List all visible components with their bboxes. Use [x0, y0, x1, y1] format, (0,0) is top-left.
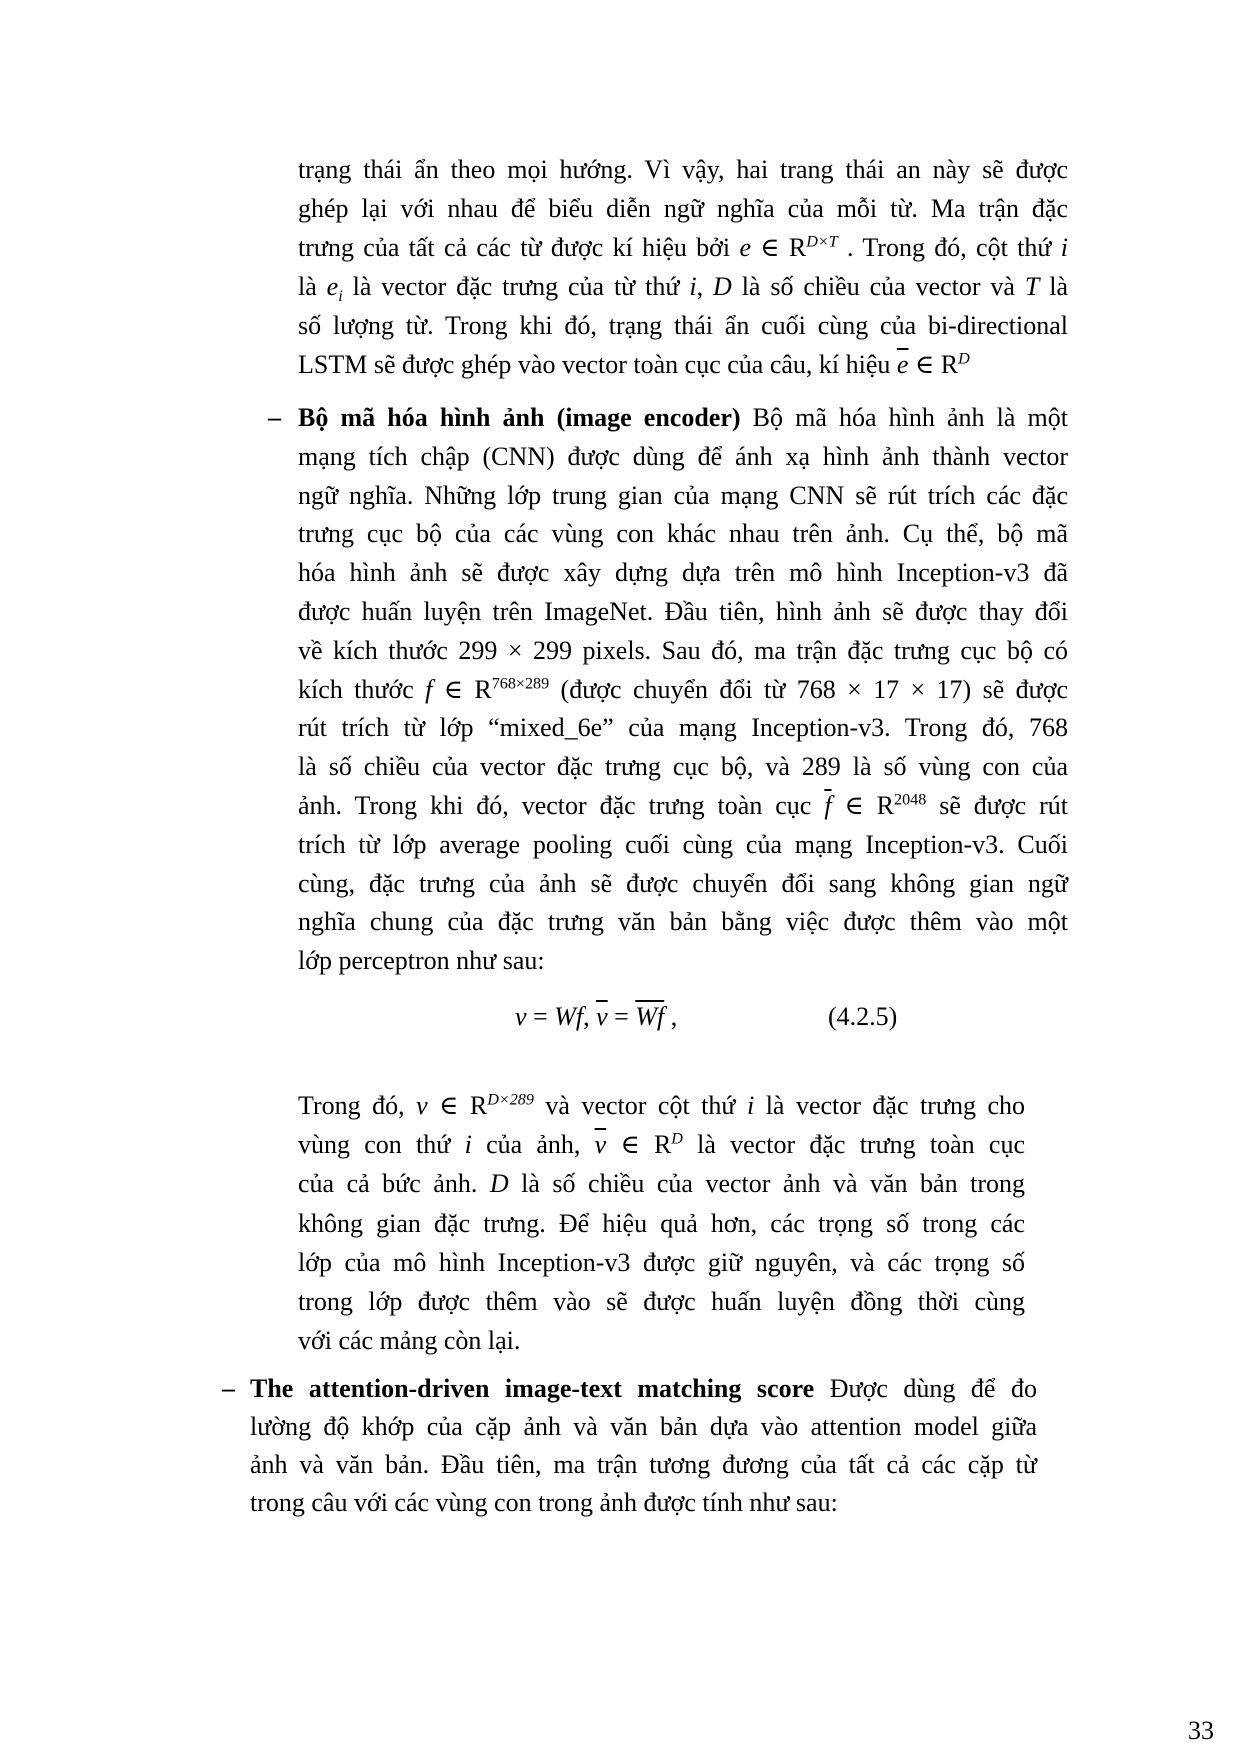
text-segment: e [739, 233, 751, 262]
text-segment: nghĩa chung của đặc trưng văn bản bằng việc được thêm vào một [298, 907, 1068, 937]
text-line [298, 1243, 1025, 1282]
text-segment: i [689, 272, 697, 301]
text-segment: ảnh và văn bản. Đầu tiên, ma trận tương đương của tất cả các cặp từ [250, 1450, 1037, 1479]
text-line [298, 306, 1068, 345]
text-segment: D×T [806, 233, 838, 251]
text-segment: trích từ lớp average pooling cuối cùng của mạng Inception-v3. Cuối [298, 829, 1068, 859]
text-segment: vùng con thứ [298, 1130, 465, 1160]
text-segment: trong câu với các vùng con trong ảnh được tính như sau: [250, 1488, 838, 1517]
text-segment: $\overline{v}$ [596, 1002, 608, 1031]
text-segment: kích thước [298, 674, 426, 704]
text-segment: ∈ R [831, 790, 895, 820]
text-line [298, 787, 1068, 826]
text-line [298, 671, 1068, 710]
text-segment: rút trích từ lớp “mixed_6e” của mạng Inception-v3. Trong đó, 768 [298, 713, 1068, 743]
text-segment: là [1039, 272, 1069, 301]
text-line [298, 942, 1068, 981]
text-segment: ∈ R [427, 1091, 488, 1120]
text-segment: D [489, 1169, 509, 1199]
text-line [298, 748, 1068, 787]
text-segment: = [607, 1002, 636, 1031]
text-segment: D×289 [487, 1091, 534, 1109]
text-segment: D [713, 272, 732, 301]
equation-number: (4.2.5) [828, 1002, 898, 1031]
projection-paragraph [298, 1086, 1025, 1360]
text-line [298, 709, 1068, 748]
text-line [250, 1484, 1037, 1522]
text-segment: $\overline{v}$ [594, 1130, 607, 1160]
text-line [298, 554, 1068, 593]
text-segment: Bộ mã hóa hình ảnh là một [752, 403, 1068, 432]
text-segment: D [671, 1130, 683, 1148]
text-segment: i [746, 1091, 755, 1120]
text-segment: e [326, 272, 339, 301]
equation-4-2-5 [298, 996, 1068, 1042]
text-segment: . Trong đó, cột thứ [837, 233, 1061, 262]
text-line [298, 345, 1068, 384]
text-segment: i [1060, 233, 1068, 262]
text-segment: trạng thái ẩn theo mọi hướng. Vì vậy, hai trang thái an này sẽ được [298, 155, 1068, 184]
text-line [298, 1282, 1025, 1321]
text-line [298, 477, 1068, 516]
text-segment: là số chiều của vector và [731, 272, 1025, 301]
text-line [298, 1164, 1025, 1203]
text-line [298, 865, 1068, 904]
text-segment: ảnh. Trong khi đó, vector đặc trưng toàn cục [298, 790, 825, 820]
text-segment: , [664, 1002, 678, 1031]
text-segment: i [464, 1130, 472, 1160]
text-line [298, 632, 1068, 671]
text-segment: Trong đó, [298, 1091, 417, 1120]
image-encoder-bullet [268, 399, 1069, 981]
text-segment: $\overline{Wf}$ [635, 1002, 665, 1031]
text-segment: D [958, 350, 970, 368]
text-segment: mạng tích chập (CNN) được dùng để ánh xạ hình ảnh thành vector [298, 441, 1068, 471]
text-line [298, 1204, 1025, 1243]
text-segment: số lượng từ. Trong khi đó, trạng thái ẩn cuối cùng của bi-directional [298, 311, 1068, 340]
text-segment: không gian đặc trưng. Để hiệu quả hơn, các trọng số trong các [298, 1208, 1025, 1238]
text-segment: là [298, 272, 327, 301]
equation-formula [515, 1002, 677, 1032]
text-segment: được huấn luyện trên ImageNet. Đầu tiên, hình ảnh sẽ được thay đổi [298, 596, 1068, 626]
text-segment: trưng cục bộ của các vùng con khác nhau trên ảnh. Cụ thể, bộ mã [298, 519, 1068, 549]
text-segment: trong lớp được thêm vào sẽ được huấn luyện đồng thời cùng [298, 1287, 1025, 1317]
text-segment: lường độ khớp của cặp ảnh và văn bản dựa vào attention model giữa [250, 1412, 1037, 1441]
text-segment: v [515, 1002, 527, 1031]
text-segment: của ảnh, [471, 1130, 595, 1160]
text-segment: và vector cột thứ [533, 1091, 747, 1120]
text-line [298, 150, 1068, 189]
page-number: 33 [1188, 1716, 1214, 1745]
text-segment: với các mảng còn lại. [298, 1326, 521, 1356]
text-segment: là vector đặc trưng toàn cục [682, 1130, 1026, 1160]
text-line [298, 1125, 1025, 1164]
text-segment: là số chiều của vector ảnh và văn bản trong [508, 1169, 1025, 1199]
text-segment: = [526, 1002, 555, 1031]
text-segment: 2048 [894, 791, 927, 809]
text-segment: là vector đặc trưng của từ thứ [342, 272, 690, 301]
text-line [298, 399, 1068, 438]
text-line [250, 1370, 1037, 1408]
text-segment: lớp của mô hình Inception-v3 được giữ nguyên, và các trọng số [298, 1247, 1025, 1277]
text-segment: ∈ R [432, 674, 492, 704]
text-segment: i [338, 288, 343, 306]
text-segment: lớp perceptron như sau: [298, 946, 545, 976]
text-segment: LSTM sẽ được ghép vào vector toàn cục của câu, kí hiệu [298, 350, 897, 379]
bullet-marker: – [222, 1374, 235, 1403]
text-line [298, 1086, 1025, 1125]
text-segment: ∈ R [606, 1130, 672, 1160]
text-segment: $\overline{f}$ [824, 790, 832, 820]
text-segment: sẽ được rút [926, 790, 1069, 820]
text-segment: của cả bức ảnh. [298, 1169, 490, 1199]
text-line [250, 1408, 1037, 1446]
text-segment: là vector đặc trưng cho [754, 1091, 1025, 1120]
text-segment: T [1024, 272, 1040, 301]
text-segment: ∈ R [908, 350, 959, 379]
text-line [298, 228, 1068, 267]
text-segment: Wf [554, 1002, 584, 1031]
text-segment: hóa hình ảnh sẽ được xây dựng dựa trên mô hình Inception-v3 đã [298, 558, 1068, 588]
text-line [298, 826, 1068, 865]
text-segment: ∈ R [751, 233, 807, 262]
text-segment: , [583, 1002, 597, 1031]
text-segment: cùng, đặc trưng của ảnh sẽ được chuyển đổi sang không gian ngữ [298, 868, 1068, 898]
matching-score-bullet [222, 1370, 1037, 1522]
text-segment: ngữ nghĩa. Những lớp trung gian của mạng CNN sẽ rút trích các đặc [298, 480, 1068, 510]
text-segment: Bộ mã hóa hình ảnh (image encoder) [298, 403, 753, 432]
text-line [298, 189, 1068, 228]
text-segment: (được chuyển đổi từ 768 × 17 × 17) sẽ được [549, 674, 1069, 704]
text-segment: là số chiều của vector đặc trưng cục bộ, và 289 là số vùng con của [298, 752, 1068, 782]
text-segment: trưng của tất cả các từ được kí hiệu bởi [298, 233, 740, 262]
text-line [298, 515, 1068, 554]
text-line [298, 438, 1068, 477]
text-segment: về kích thước 299 × 299 pixels. Sau đó, ma trận đặc trưng cục bộ có [298, 635, 1068, 665]
text-segment: 768×289 [491, 674, 550, 692]
text-line [298, 593, 1068, 632]
text-line [298, 1321, 1025, 1360]
opening-paragraph [298, 150, 1068, 384]
text-segment: Được dùng để đo [829, 1374, 1037, 1403]
text-segment: , [696, 272, 714, 301]
text-line [250, 1446, 1037, 1484]
text-line [298, 903, 1068, 942]
text-segment: The attention-driven image-text matching score [250, 1374, 830, 1403]
text-segment: v [416, 1091, 428, 1120]
text-segment: ghép lại với nhau để biểu diễn ngữ nghĩa của mỗi từ. Ma trận đặc [298, 194, 1068, 223]
text-line [298, 267, 1068, 306]
text-segment: f [425, 674, 433, 704]
bullet-marker: – [268, 403, 281, 432]
text-segment: $\overline{e}$ [896, 350, 909, 379]
